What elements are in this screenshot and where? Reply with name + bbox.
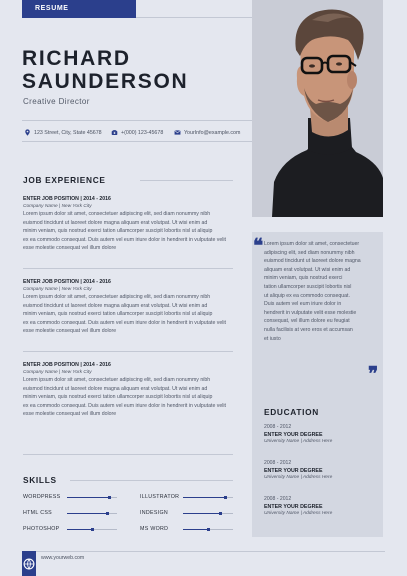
quote-line: aliquam erat volutpat. Ut wisi enim ad xyxy=(264,266,351,273)
job-company: Company Name | New York City xyxy=(23,370,92,375)
education-degree: ENTER YOUR DEGREE xyxy=(264,504,323,510)
job-position: ENTER JOB POSITION | 2014 - 2016 xyxy=(23,362,111,368)
skill-bar-fill xyxy=(183,497,226,498)
quote-line: Duis autem vel eum iriure dolor in xyxy=(264,301,342,308)
quote-line: Lorem ipsum dolor sit amet, consectetuer xyxy=(264,241,360,247)
education-university: University Name | Address Here xyxy=(264,475,333,480)
education-years: 2008 - 2012 xyxy=(264,460,292,466)
skill-bar-marker xyxy=(108,496,111,499)
job-divider xyxy=(23,268,233,269)
education-heading: EDUCATION xyxy=(264,407,320,417)
address-text: 123 Street, City, State 45678 xyxy=(34,129,102,136)
experience-heading-rule xyxy=(140,180,233,181)
job-description-line: minim veniam, quis nostrud exerci tation ullamcorper suscipit lobortis nisl ut aliquip xyxy=(23,311,213,318)
candidate-name xyxy=(22,47,188,93)
education-years: 2008 - 2012 xyxy=(264,424,292,430)
phone-text: +(000) 123-45678 xyxy=(121,129,164,136)
skill-bar-fill xyxy=(183,529,208,530)
job-description-line: Lorem ipsum dolor sit amet, consectetuer adipiscing elit, sed diam nonummy nibh xyxy=(23,211,211,217)
quote-line: euismod tincidunt ut laoreet dolore magna xyxy=(264,258,361,265)
education-degree: ENTER YOUR DEGREE xyxy=(264,432,323,438)
skill-bar-fill xyxy=(67,529,92,530)
job-description-line: ex ea commodo consequat. Duis autem vel eum iriure dolor in hendrerit in vulputate velit xyxy=(23,319,226,326)
job-description xyxy=(23,210,235,253)
skill-name: HTML CSS xyxy=(23,510,52,516)
education-university: University Name | Address Here xyxy=(264,439,333,444)
education-degree: ENTER YOUR DEGREE xyxy=(264,468,323,474)
footer-accent xyxy=(22,551,36,576)
job-description-line: euismod tincidunt ut laoreet dolore magna aliquam erat volutpat. Ut wisi enim ad xyxy=(23,219,208,226)
skill-name: WORDPRESS xyxy=(23,494,61,500)
skill-name: PHOTOSHOP xyxy=(23,526,60,532)
job-description-line: Lorem ipsum dolor sit amet, consectetuer adipiscing elit, sed diam nonummy nibh xyxy=(23,377,211,383)
job-description xyxy=(23,293,235,336)
phone-icon xyxy=(111,129,118,136)
job-entry-1 xyxy=(23,196,235,253)
skill-bar-fill xyxy=(183,513,221,514)
skill-name: INDESIGN xyxy=(140,510,169,516)
job-description-line: euismod tincidunt ut laoreet dolore magna aliquam erat volutpat. Ut wisi enim ad xyxy=(23,385,208,392)
skills-heading: SKILLS xyxy=(23,475,57,485)
job-title: Creative Director xyxy=(23,97,90,106)
quote-line: tation ullamcorper suscipit lobortis nisl xyxy=(264,283,352,290)
skill-bar xyxy=(183,513,233,514)
quote-line: minim veniam, quis nostrud exerci xyxy=(264,275,343,282)
education-entry-1 xyxy=(264,424,332,444)
skill-bar xyxy=(67,529,117,530)
skill-name: MS WORD xyxy=(140,526,169,532)
globe-icon xyxy=(22,557,36,571)
resume-tab: RESUME xyxy=(22,0,136,18)
name-line-last: SAUNDERSON xyxy=(22,70,189,93)
skill-bar xyxy=(183,497,233,498)
skill-bar-marker xyxy=(207,528,210,531)
quote-line: nulla facilisis at vero eros et accumsan xyxy=(264,326,353,333)
job-description-line: minim veniam, quis nostrud exerci tation ullamcorper suscipit lobortis nisl ut aliquip xyxy=(23,394,213,401)
skill-bar-marker xyxy=(224,496,227,499)
job-description-line: Lorem ipsum dolor sit amet, consectetuer adipiscing elit, sed diam nonummy nibh xyxy=(23,294,211,300)
skill-bar xyxy=(67,497,117,498)
job-description xyxy=(23,376,235,419)
education-years: 2008 - 2012 xyxy=(264,496,292,502)
job-position: ENTER JOB POSITION | 2014 - 2016 xyxy=(23,196,111,202)
contact-divider-top xyxy=(22,120,280,121)
quote-text xyxy=(264,240,374,343)
email-text[interactable]: YourInfo@example.com xyxy=(184,129,241,136)
job-description-line: ex ea commodo consequat. Duis autem vel eum iriure dolor in hendrerit in vulputate velit xyxy=(23,236,226,243)
website-link[interactable]: www.yourweb.com xyxy=(41,555,85,561)
job-entry-2 xyxy=(23,279,235,336)
skills-top-divider xyxy=(23,454,233,455)
footer-divider xyxy=(22,551,385,552)
job-entry-3 xyxy=(23,362,235,419)
job-description-line: esse molestie consequat vel illum dolore xyxy=(23,328,117,335)
job-description-line: esse molestie consequat vel illum dolore xyxy=(23,411,117,418)
education-university: University Name | Address Here xyxy=(264,511,333,516)
quote-line: consequat, vel illum dolore eu feugiat xyxy=(264,318,350,325)
quote-open-icon: ❝ xyxy=(253,235,264,257)
job-description-line: esse molestie consequat vel illum dolore xyxy=(23,245,117,252)
skill-name: ILLUSTRATOR xyxy=(140,494,180,500)
quote-line: ut aliquip ex ea commodo consequat. xyxy=(264,292,350,299)
skill-bar-marker xyxy=(219,512,222,515)
location-icon xyxy=(24,129,31,136)
skill-bar-fill xyxy=(67,497,110,498)
job-description-line: ex ea commodo consequat. Duis autem vel eum iriure dolor in hendrerit in vulputate velit xyxy=(23,402,226,409)
skill-bar-fill xyxy=(67,513,107,514)
job-company: Company Name | New York City xyxy=(23,204,92,209)
top-divider xyxy=(136,17,252,18)
skill-bar xyxy=(67,513,117,514)
education-entry-3 xyxy=(264,496,332,516)
contact-address xyxy=(24,129,102,136)
profile-photo xyxy=(252,0,383,217)
skills-heading-rule xyxy=(70,480,233,481)
quote-line: hendrerit in vulputate velit esse molestie xyxy=(264,309,357,316)
quote-line: adipiscing elit, sed diam nonummy nibh xyxy=(264,249,355,256)
contact-email[interactable] xyxy=(174,129,240,136)
skill-bar xyxy=(183,529,233,530)
job-description-line: euismod tincidunt ut laoreet dolore magna aliquam erat volutpat. Ut wisi enim ad xyxy=(23,302,208,309)
skill-bar-marker xyxy=(106,512,109,515)
skill-bar-marker xyxy=(91,528,94,531)
contact-phone xyxy=(111,129,163,136)
job-position: ENTER JOB POSITION | 2014 - 2016 xyxy=(23,279,111,285)
name-line-first: RICHARD xyxy=(22,47,131,70)
portrait-illustration xyxy=(252,0,383,217)
job-divider xyxy=(23,351,233,352)
education-entry-2 xyxy=(264,460,332,480)
contact-divider-bottom xyxy=(22,141,280,142)
job-company: Company Name | New York City xyxy=(23,287,92,292)
quote-line: et iusto xyxy=(264,335,281,342)
job-description-line: minim veniam, quis nostrud exerci tation ullamcorper suscipit lobortis nisl ut aliquip xyxy=(23,228,213,235)
mail-icon xyxy=(174,129,181,136)
quote-close-icon: ❞ xyxy=(368,363,379,385)
experience-heading: JOB EXPERIENCE xyxy=(23,175,106,185)
